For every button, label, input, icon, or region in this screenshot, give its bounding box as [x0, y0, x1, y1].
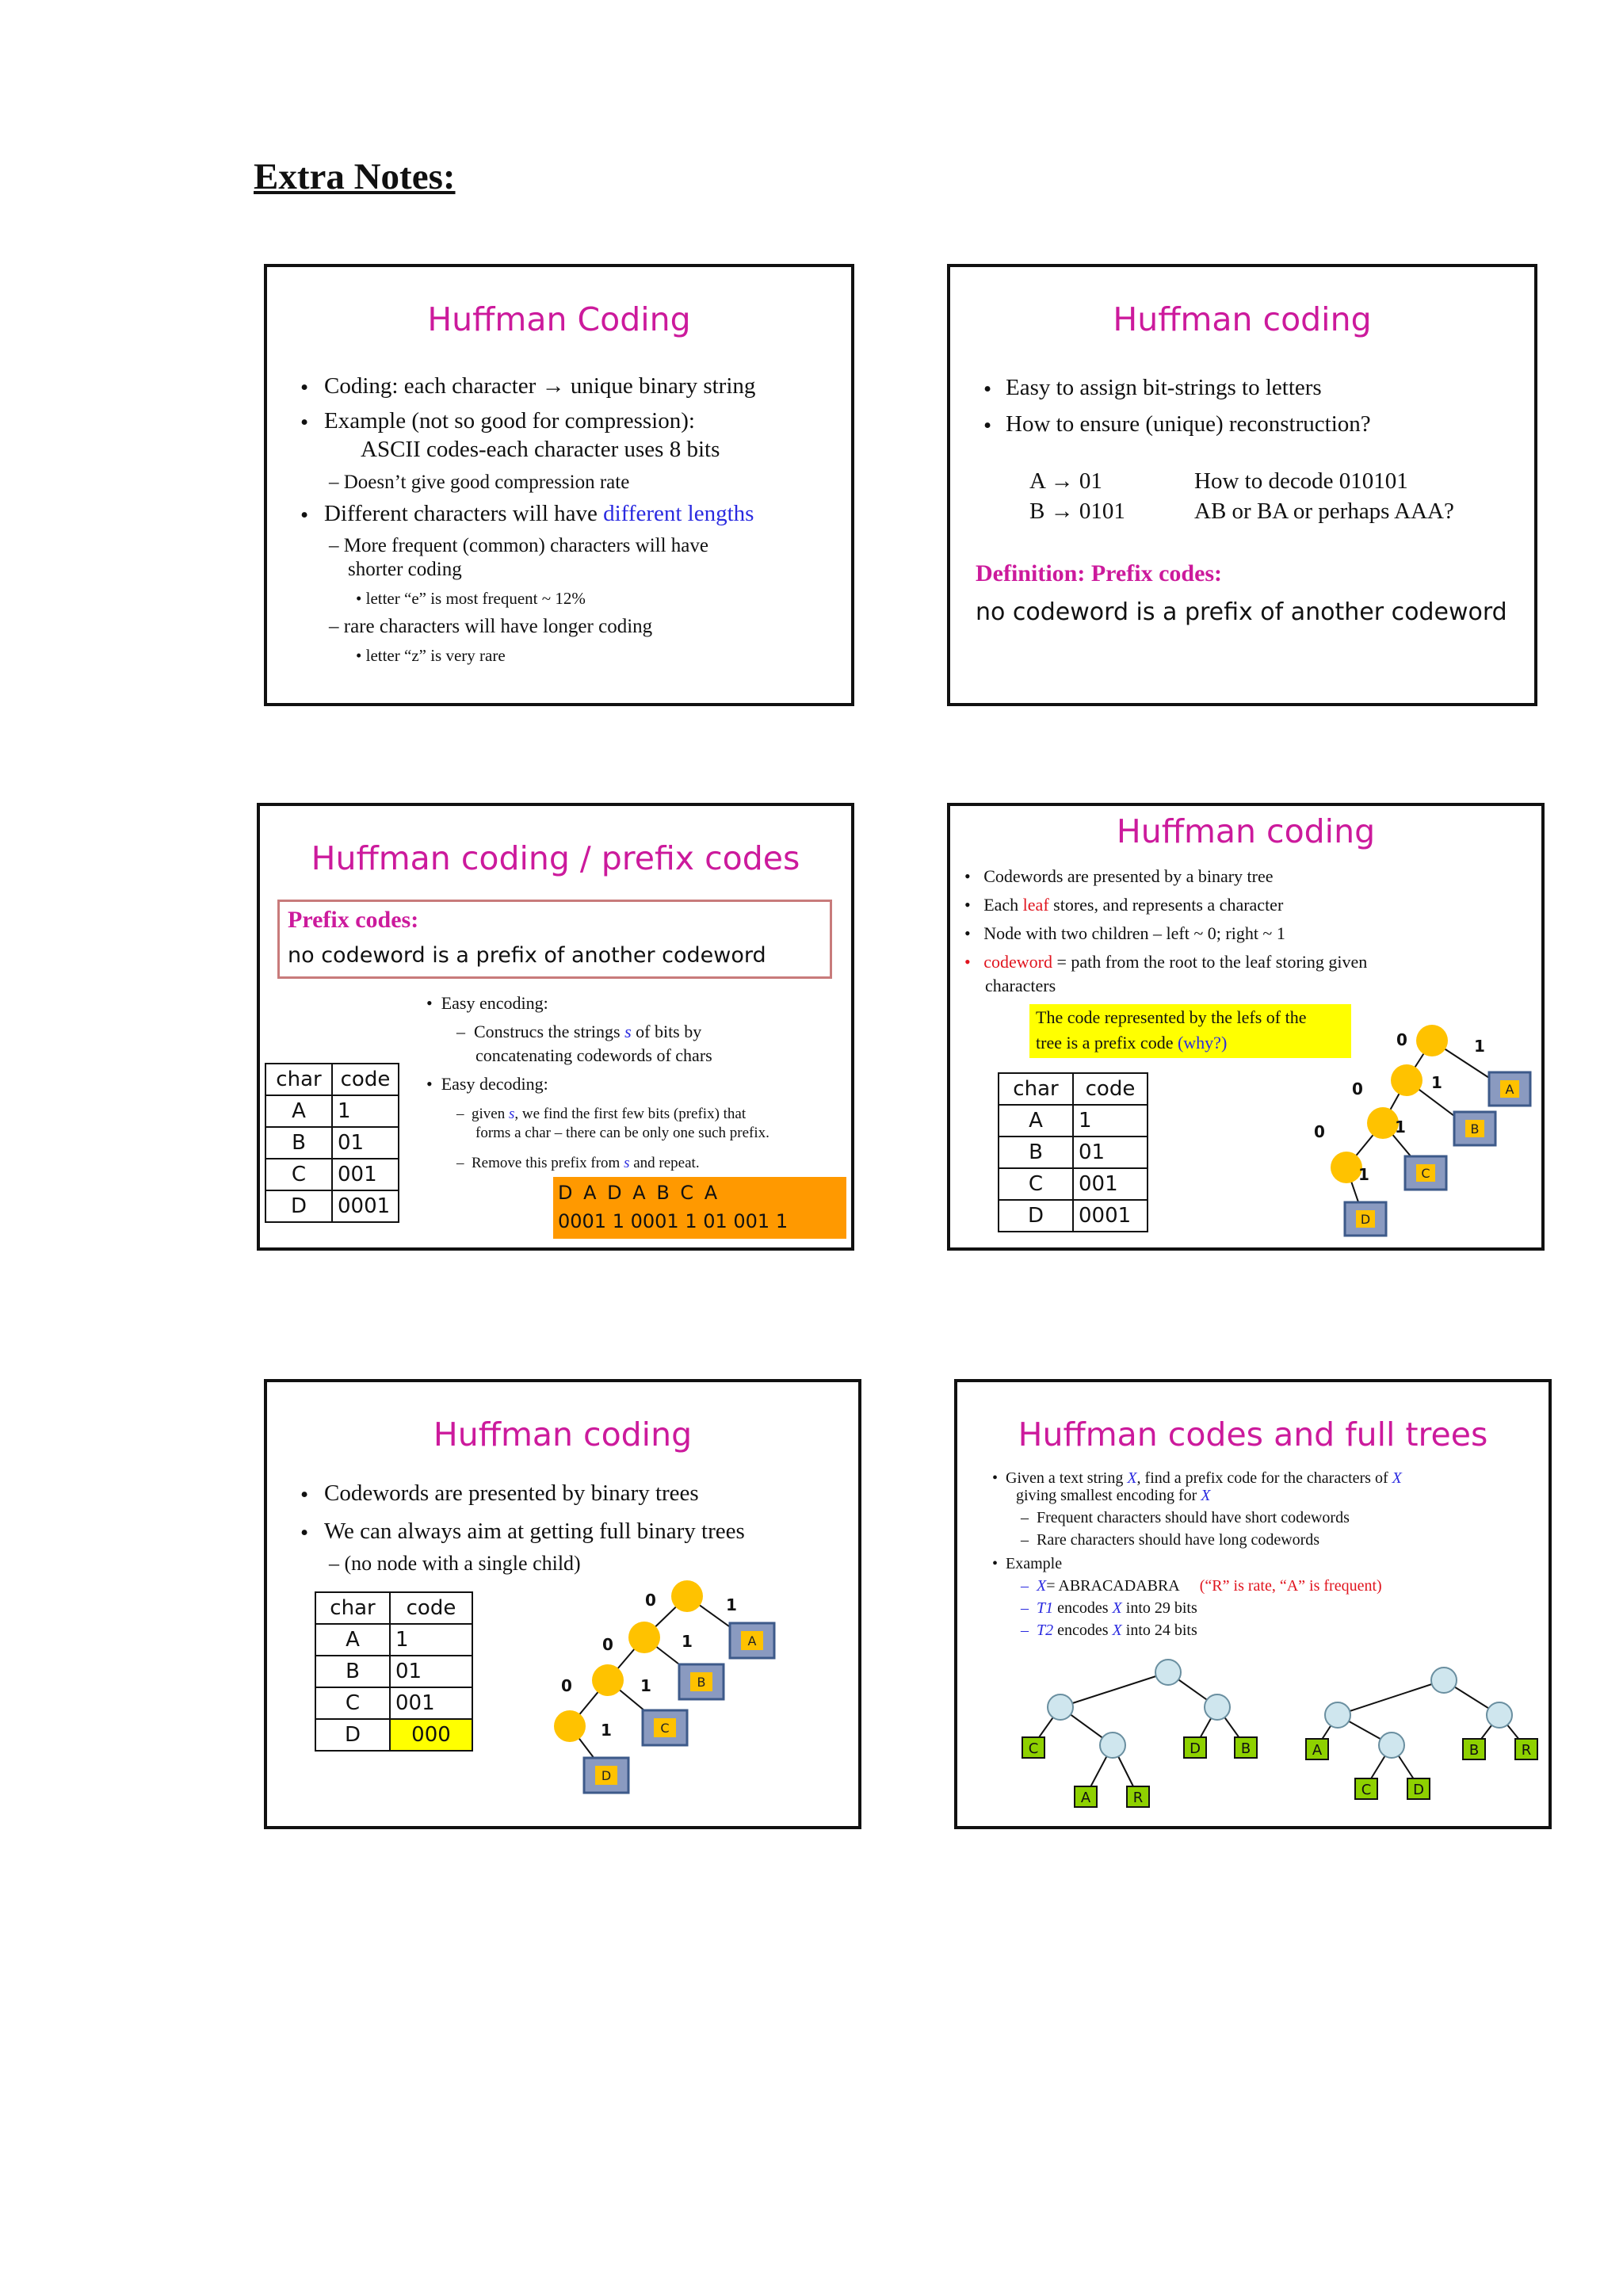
bullet-text: We can always aim at getting full binary trees: [324, 1519, 745, 1544]
full-tree-diagram: [267, 1382, 865, 1832]
sub-bullet-text: shorter coding: [348, 559, 462, 580]
note-line: The code represented by the lefs of the: [1036, 1007, 1307, 1027]
sub-bullet-text: – T2 encodes X into 24 bits: [1021, 1622, 1197, 1639]
table-row: [265, 1190, 399, 1222]
tree-edge: [1338, 1680, 1444, 1715]
edge-label: 1: [1358, 1165, 1369, 1184]
leaf-label: D: [1413, 1782, 1424, 1798]
prefix-codes-text: no codeword is a prefix of another codeword: [288, 943, 766, 968]
prefix-codes-label: Prefix codes:: [288, 907, 419, 933]
slide-title: Huffman coding: [1113, 300, 1372, 338]
table-header: code: [1073, 1073, 1148, 1105]
bullet: •: [300, 502, 309, 528]
bullet-text: • Easy encoding:: [426, 993, 548, 1013]
table-cell: 1: [1073, 1105, 1148, 1137]
edge-label: 1: [601, 1721, 612, 1740]
page-heading: Extra Notes:: [254, 156, 456, 197]
arrow-right-icon: →: [541, 373, 565, 399]
leaf-label: B: [1468, 1742, 1480, 1759]
table-cell: A: [265, 1095, 332, 1127]
table-cell: B: [265, 1127, 332, 1159]
bullet-text: • codeword = path from the root to the leaf storing given: [964, 952, 1368, 972]
table-cell: A: [999, 1105, 1073, 1137]
slide-title: Huffman Coding: [427, 300, 691, 338]
edge-label: 1: [1431, 1073, 1442, 1092]
table-header: char: [265, 1064, 332, 1095]
table-cell: A: [315, 1624, 390, 1656]
sub-bullet-text: – Rare characters should have long codewords: [1021, 1531, 1320, 1549]
table-row: [265, 1127, 399, 1159]
leaf-label: A: [1080, 1790, 1091, 1806]
definition-label: Definition: Prefix codes:: [976, 560, 1223, 586]
sub-bullet-text: – T1 encodes X into 29 bits: [1021, 1599, 1197, 1617]
mapping-b: B → 0101: [1029, 499, 1125, 524]
table-cell: D: [265, 1190, 332, 1222]
bullet-text: • Given a text string X, find a prefix code for the characters of X: [992, 1469, 1402, 1487]
slide-title: Huffman coding: [433, 1415, 693, 1454]
encoding-chars: D A D A B C A: [558, 1182, 720, 1204]
sub-bullet-text: – X= ABRACADABRA (“R” is rate, “A” is frequent): [1021, 1577, 1382, 1595]
sub-bullet-text: – Doesn’t give good compression rate: [329, 472, 630, 493]
edge-label: 0: [561, 1676, 572, 1695]
tree-node: [1331, 1152, 1362, 1183]
sub-bullet-text: – (no node with a single child): [329, 1552, 581, 1575]
bullet-text: How to ensure (unique) reconstruction?: [1006, 411, 1371, 437]
table-header: code: [332, 1064, 399, 1095]
tree-node: [1416, 1025, 1448, 1056]
leaf-label: D: [1190, 1740, 1201, 1757]
bullet-text: Codewords are presented by binary trees: [324, 1480, 699, 1506]
tree-node: [592, 1664, 624, 1696]
bullet: •: [300, 1482, 309, 1507]
bullet-text: • Easy decoding:: [426, 1074, 548, 1094]
slide-title: Huffman coding / prefix codes: [311, 839, 800, 877]
bullet-text: • Codewords are presented by a binary tree: [964, 866, 1274, 886]
bullet: •: [983, 376, 992, 402]
tree-node: [671, 1580, 703, 1612]
bullet-text: Easy to assign bit-strings to letters: [1006, 375, 1322, 400]
leaf-label: A: [747, 1633, 757, 1648]
tree-node: [628, 1622, 660, 1653]
arrow-right-icon: →: [1050, 499, 1074, 524]
table-header: code: [390, 1592, 472, 1624]
sub-bullet-text: – given s, we find the first few bits (prefix) that: [456, 1106, 747, 1122]
tree-node: [554, 1710, 586, 1742]
bullet-text: Example (not so good for compression):: [324, 408, 695, 434]
table-cell: 1: [390, 1624, 472, 1656]
edge-label: 1: [640, 1676, 651, 1695]
bullet: •: [983, 413, 992, 438]
bullet-text: characters: [985, 976, 1056, 995]
mapping-a: A → 01: [1029, 468, 1102, 494]
sub-bullet-text: – Remove this prefix from s and repeat.: [456, 1155, 700, 1171]
leaf-label: B: [697, 1675, 706, 1690]
bullet: •: [300, 1520, 309, 1545]
sub-bullet-text: – More frequent (common) characters will have: [329, 535, 708, 556]
leaf-label: B: [1470, 1121, 1480, 1137]
sub-bullet-text: forms a char – there can be only one such prefix.: [475, 1125, 769, 1141]
trees-t1-t2-diagram: [957, 1382, 1555, 1832]
slide-full-binary-trees: [264, 1379, 861, 1829]
tree-node: [1325, 1702, 1350, 1728]
table-header: char: [999, 1073, 1073, 1105]
tree-node: [1487, 1702, 1512, 1728]
table-cell: C: [265, 1159, 332, 1190]
table-cell: 01: [332, 1127, 399, 1159]
sub-sub-bullet-text: • letter “z” is very rare: [356, 646, 506, 665]
table-cell: D: [999, 1200, 1073, 1232]
sub-bullet-text: – Construcs the strings s of bits by: [456, 1022, 702, 1041]
leaf-label: C: [1361, 1782, 1372, 1798]
slide-huffman-full-trees: [954, 1379, 1552, 1829]
edge-label: 0: [645, 1591, 656, 1610]
edge-label: 1: [726, 1595, 737, 1614]
chain-tree-diagram: [950, 806, 1548, 1254]
table-cell: B: [315, 1656, 390, 1687]
leaf-label: A: [1312, 1742, 1323, 1759]
sub-bullet-text: concatenating codewords of chars: [475, 1045, 712, 1065]
table-cell: C: [315, 1687, 390, 1719]
table-cell: 01: [390, 1656, 472, 1687]
definition-text: no codeword is a prefix of another codeword: [976, 598, 1507, 626]
table-cell: 000: [390, 1719, 472, 1751]
bullet: •: [300, 410, 309, 435]
sub-sub-bullet-text: • letter “e” is most frequent ~ 12%: [356, 589, 586, 608]
table-row: [265, 1095, 399, 1127]
table-cell: B: [999, 1137, 1073, 1168]
table-cell: 001: [1073, 1168, 1148, 1200]
edge-label: 0: [602, 1635, 613, 1654]
sub-bullet-text: – rare characters will have longer coding: [329, 616, 653, 637]
table-header: char: [315, 1592, 390, 1624]
edge-label: 1: [1474, 1037, 1485, 1056]
table-cell: C: [999, 1168, 1073, 1200]
note-line: tree is a prefix code (why?): [1036, 1033, 1228, 1052]
tree-node: [1431, 1668, 1457, 1693]
leaf-label: B: [1240, 1740, 1251, 1757]
tree-node: [1100, 1733, 1125, 1758]
table-cell: 01: [1073, 1137, 1148, 1168]
tree-node: [1391, 1064, 1423, 1096]
bullet-text: • Node with two children – left ~ 0; right ~ 1: [964, 923, 1285, 943]
leaf-label: C: [1421, 1166, 1430, 1181]
tree-node: [1367, 1107, 1399, 1139]
decode-question: How to decode 010101: [1194, 468, 1408, 494]
sub-bullet-text: – Frequent characters should have short codewords: [1021, 1509, 1350, 1526]
table-cell: 0001: [1073, 1200, 1148, 1232]
slide-prefix-codes-encoding: [257, 803, 854, 1251]
bullet-text: giving smallest encoding for X: [1016, 1487, 1211, 1504]
leaf-label: C: [1028, 1740, 1039, 1757]
leaf-label: D: [601, 1768, 612, 1783]
encoding-example-box: [553, 1177, 846, 1239]
slide-prefix-codes-definition: [947, 264, 1537, 706]
table-header-row: [265, 1064, 399, 1095]
leaf-label: R: [1521, 1742, 1532, 1759]
decode-options: AB or BA or perhaps AAA?: [1194, 499, 1454, 524]
tree-node: [1048, 1694, 1073, 1720]
edge-label: 0: [1314, 1122, 1325, 1141]
slide-title: Huffman coding: [1116, 812, 1376, 850]
slide-binary-tree-codes: [947, 803, 1545, 1251]
bullet: •: [300, 375, 309, 400]
table-cell: D: [315, 1719, 390, 1751]
tree-node: [1379, 1733, 1404, 1758]
prefix-codes-box: [277, 900, 832, 979]
code-table: [265, 1063, 399, 1223]
edge-label: 1: [1395, 1117, 1406, 1137]
table-cell: 1: [332, 1095, 399, 1127]
slide-title: Huffman codes and full trees: [1018, 1415, 1488, 1454]
table-cell: 001: [390, 1687, 472, 1719]
leaf-label: R: [1132, 1790, 1144, 1806]
encoding-bits: 0001 1 0001 1 01 001 1: [558, 1210, 789, 1232]
slide-huffman-coding-intro: [264, 264, 854, 706]
edge-label: 0: [1396, 1030, 1407, 1049]
leaf-label: C: [660, 1721, 670, 1736]
table-cell: 001: [332, 1159, 399, 1190]
edge-label: 1: [682, 1632, 693, 1651]
tree-edge: [1060, 1672, 1168, 1707]
tree-node: [1155, 1660, 1181, 1685]
bullet-text: • Each leaf stores, and represents a character: [964, 895, 1284, 915]
table-cell: 0001: [332, 1190, 399, 1222]
bullet-text: • Example: [992, 1555, 1063, 1572]
bullet-text: ASCII codes-each character uses 8 bits: [361, 437, 720, 462]
leaf-label: A: [1505, 1082, 1514, 1097]
bullet-text: Different characters will have different lengths: [324, 501, 754, 526]
bullet-text: Coding: each character → unique binary string: [324, 373, 756, 399]
leaf-label: D: [1360, 1212, 1371, 1227]
edge-label: 0: [1352, 1079, 1363, 1098]
tree-node: [1205, 1694, 1230, 1720]
arrow-right-icon: →: [1050, 468, 1074, 494]
table-row: [265, 1159, 399, 1190]
